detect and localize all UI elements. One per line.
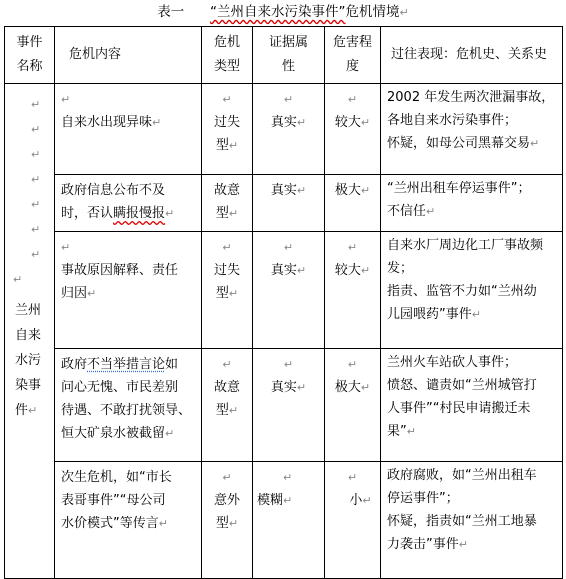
caption-suffix: 危机情境 [345,4,400,20]
header-crisis-type: 危机 类型 [202,27,253,84]
crisis-type-cell: ↵ 故意 型↵ [202,349,253,462]
evidence-cell: ↵ 模糊↵ [253,462,325,579]
evidence-cell: ↵ 真实↵ [253,349,325,462]
severity-cell: ↵ 较大↵ [325,232,381,349]
history-cell: 2002 年发生两次泄漏事故， 各地自来水污染事件； 怀疑，如母公司黑幕交易↵ [381,84,563,175]
header-event-name: 事件 名称 [5,27,55,84]
severity-cell: 极大↵ [325,175,381,232]
evidence-cell: 真实↵ [253,175,325,232]
table-row [5,175,563,232]
crisis-content-cell: 次生危机，如“市长 表哥事件”“母公司 水价模式”等传言↵ [55,462,202,579]
crisis-content-cell: 政府不当举措言论如 问心无愧、市民差别 待遇、不敢打扰领导、 恒大矿泉水被截留↵ [55,349,202,462]
table-caption: 表一 “兰州自来水污染事件”危机情境↵ [157,4,409,20]
crisis-situation-table [4,26,563,579]
crisis-content-cell: ↵ 事故原因解释、责任 归因↵ [55,232,202,349]
crisis-type-cell: ↵ 意外 型↵ [202,462,253,579]
header-evidence: 证据属 性 [253,27,325,84]
evidence-cell: ↵ 真实↵ [253,232,325,349]
crisis-content-cell: 政府信息公布不及 时，否认瞒报慢报↵ [55,175,202,232]
event-name: 兰州 自来 水污 染事 件↵ [15,303,42,418]
paragraph-marks: ↵ ↵ ↵ ↵ ↵ ↵ ↵ ↵ [13,98,41,286]
severity-cell: ↵ 小↵ [325,462,381,579]
history-cell: 政府腐败，如“兰州出租车 停运事件”； 怀疑，指责如“兰州工地暴 力袭击”事件↵ [381,462,563,579]
crisis-type-cell: ↵ 过失 型↵ [202,84,253,175]
history-cell: 兰州火车站砍人事件； 愤怒、谴责如“兰州城管打 人事件”“村民申请搬迁未 果”↵ [381,349,563,462]
history-cell: “兰州出租车停运事件”； 不信任↵ [381,175,563,232]
table-row [5,349,563,462]
caption-prefix: 表一 [157,4,185,20]
header-row [5,27,563,84]
header-crisis-content: 危机内容 [55,27,202,84]
header-severity: 危害程 度 [325,27,381,84]
history-cell: 自来水厂周边化工厂事故频 发； 指责、监管不力如“兰州幼 儿园喂药”事件↵ [381,232,563,349]
caption-title: “兰州自来水污染事件” [210,4,346,20]
crisis-type-cell: ↵ 过失 型↵ [202,232,253,349]
header-history: 过往表现：危机史、关系史 [381,27,563,84]
event-name-cell [5,84,55,579]
crisis-content-cell: ↵ 自来水出现异味↵ [55,84,202,175]
table-row [5,462,563,579]
evidence-cell: ↵ 真实↵ [253,84,325,175]
severity-cell: ↵ 较大↵ [325,84,381,175]
table-row [5,84,563,175]
crisis-type-cell: 故意 型↵ [202,175,253,232]
severity-cell: ↵ 极大↵ [325,349,381,462]
table-row [5,232,563,349]
